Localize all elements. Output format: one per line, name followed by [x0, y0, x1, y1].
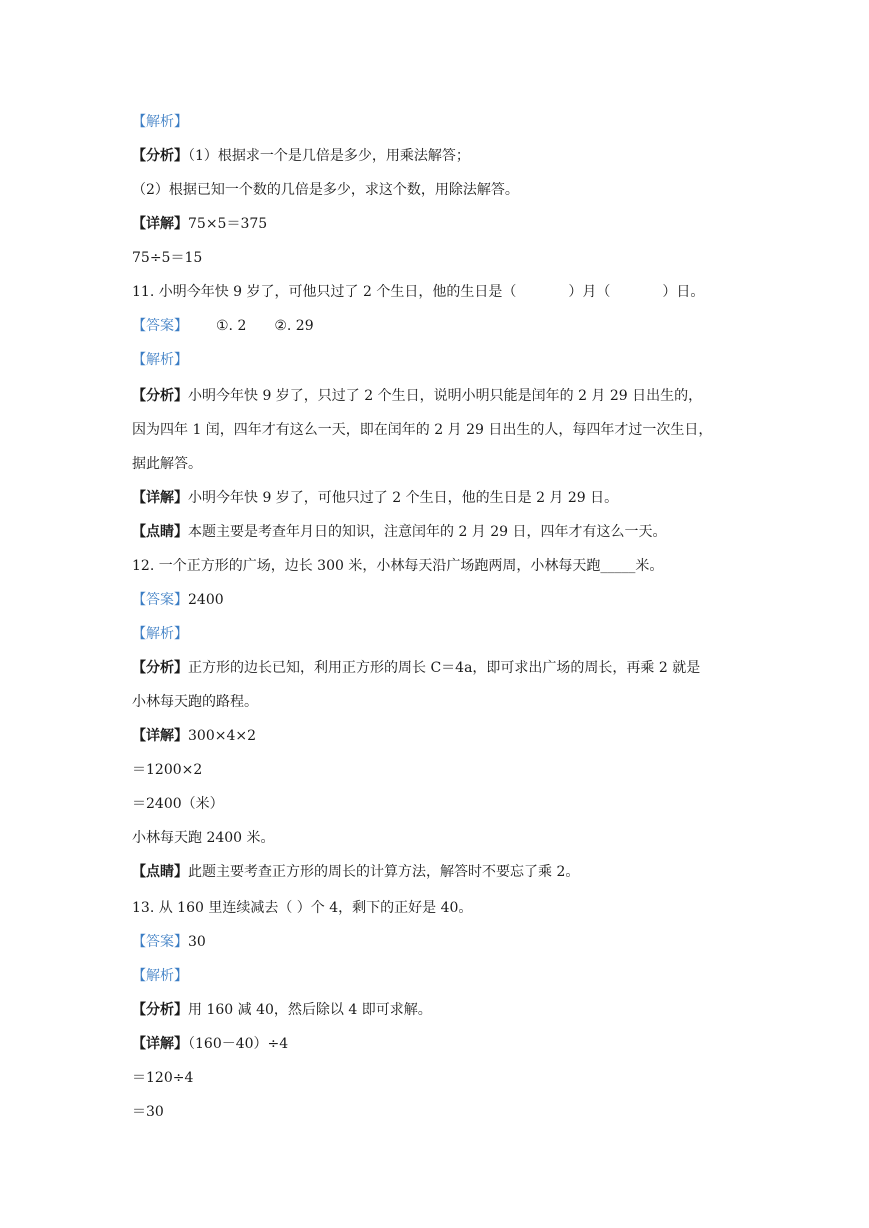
question-11-part-a: 11. 小明今年快 9 岁了，可他只过了 2 个生日，他的生日是（	[132, 284, 517, 300]
analysis-12-text-2: 小林每天跑的路程。	[132, 694, 258, 710]
analysis-11-text-2: 因为四年 1 闰，四年才有这么一天，即在闰年的 2 月 29 日出生的人，每四年才过一次生日，	[132, 422, 713, 438]
analysis-11-text-3: 据此解答。	[132, 456, 202, 472]
solution-12-text-3: ＝2400（米）	[132, 796, 224, 812]
question-11-part-b: ）月（	[568, 284, 611, 300]
analysis-paragraph	[132, 146, 752, 166]
analysis-13-text: 用 160 减 40，然后除以 4 即可求解。	[188, 1002, 432, 1018]
analysis-tag: 【分析】	[132, 148, 188, 164]
answer-11-value-2: ②. 29	[274, 318, 314, 334]
solution-11-paragraph	[132, 488, 752, 508]
solution-12-paragraph	[132, 726, 752, 746]
analysis-text: （1）根据求一个是几倍是多少，用乘法解答；	[188, 148, 470, 164]
question-11-part-c: ）日。	[662, 284, 705, 300]
solution-text: 75×5＝375	[188, 216, 268, 232]
solution-12-text-2: ＝1200×2	[132, 762, 203, 778]
solution-13-text-2: ＝120÷4	[132, 1070, 194, 1086]
question-11	[132, 282, 752, 302]
solution-text-2: 75÷5＝15	[132, 250, 203, 266]
comment-11-tag: 【点睛】	[132, 524, 188, 540]
solution-paragraph	[132, 214, 752, 234]
analysis-13-paragraph	[132, 1000, 752, 1020]
comment-11-text: 本题主要是考查年月日的知识，注意闰年的 2 月 29 日，四年才有这么一天。	[188, 524, 667, 540]
comment-11-paragraph	[132, 522, 752, 542]
solution-13-text: （160－40）÷4	[188, 1036, 289, 1052]
analysis-11-text: 小明今年快 9 岁了，只过了 2 个生日，说明小明只能是闰年的 2 月 29 日出生的，	[188, 388, 703, 404]
answer-12	[132, 590, 752, 610]
comment-12-paragraph	[132, 862, 752, 882]
solution-13-text-3: ＝30	[132, 1104, 164, 1120]
analysis-12-tag: 【分析】	[132, 660, 188, 676]
analysis-13-heading: 【解析】	[132, 968, 188, 984]
analysis-11-paragraph	[132, 386, 752, 406]
solution-11-tag: 【详解】	[132, 490, 188, 506]
answer-11-tag: 【答案】	[132, 318, 188, 334]
answer-12-tag: 【答案】	[132, 592, 188, 608]
solution-12-text: 300×4×2	[188, 728, 256, 744]
solution-12-tag: 【详解】	[132, 728, 188, 744]
comment-12-text: 此题主要考查正方形的周长的计算方法，解答时不要忘了乘 2。	[188, 864, 580, 880]
solution-11-text: 小明今年快 9 岁了，可他只过了 2 个生日，他的生日是 2 月 29 日。	[188, 490, 619, 506]
answer-13-value: 30	[188, 934, 206, 950]
answer-13-tag: 【答案】	[132, 934, 188, 950]
comment-12-tag: 【点睛】	[132, 864, 188, 880]
answer-11-value-1: ①. 2	[216, 318, 247, 334]
analysis-text-2: （2）根据已知一个数的几倍是多少，求这个数，用除法解答。	[132, 182, 519, 198]
analysis-12-text: 正方形的边长已知，利用正方形的周长 C＝4a，即可求出广场的周长，再乘 2 就是	[188, 660, 701, 676]
analysis-heading: 【解析】	[132, 114, 188, 130]
analysis-11-heading: 【解析】	[132, 352, 188, 368]
analysis-12-heading: 【解析】	[132, 626, 188, 642]
solution-tag: 【详解】	[132, 216, 188, 232]
answer-12-value: 2400	[188, 592, 224, 608]
question-12: 12. 一个正方形的广场，边长 300 米，小林每天沿广场跑两周，小林每天跑_____米。	[132, 558, 664, 574]
answer-13	[132, 932, 752, 952]
solution-13-paragraph	[132, 1034, 752, 1054]
analysis-11-tag: 【分析】	[132, 388, 188, 404]
solution-13-tag: 【详解】	[132, 1036, 188, 1052]
analysis-13-tag: 【分析】	[132, 1002, 188, 1018]
answer-11	[132, 316, 752, 336]
analysis-12-paragraph	[132, 658, 752, 678]
solution-12-text-4: 小林每天跑 2400 米。	[132, 830, 275, 846]
question-13: 13. 从 160 里连续减去（ ）个 4，剩下的正好是 40。	[132, 900, 473, 916]
